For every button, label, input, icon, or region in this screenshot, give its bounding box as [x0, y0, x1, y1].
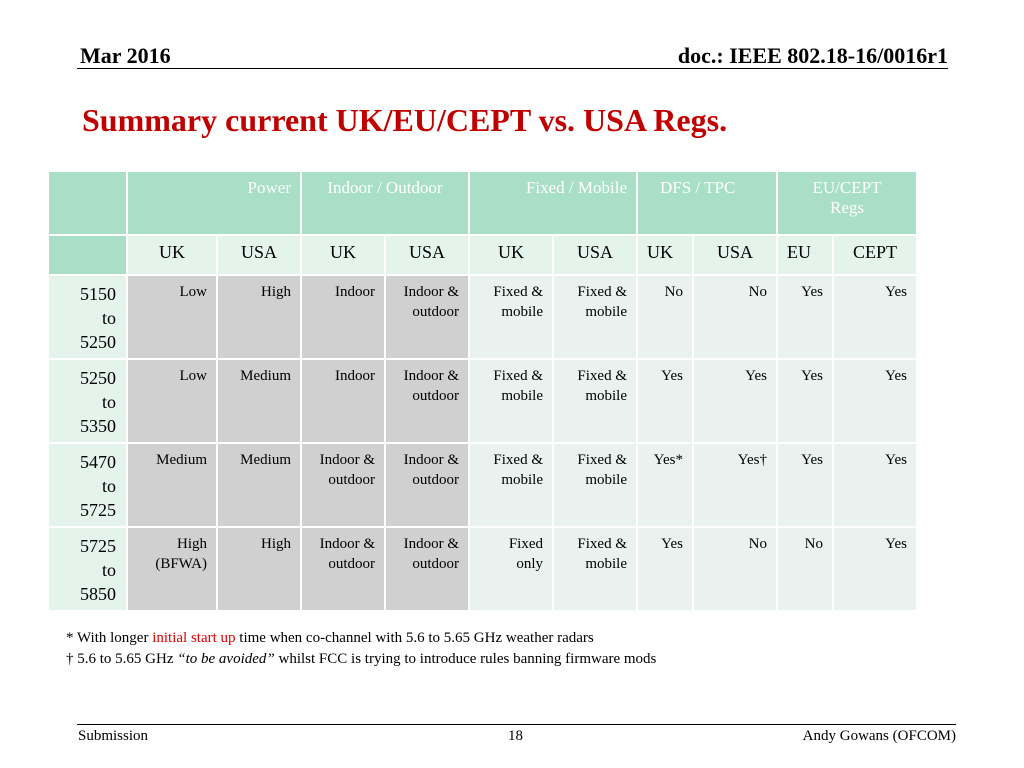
cell-line: No	[748, 284, 767, 300]
band-line: to	[101, 476, 116, 496]
cell-indoor-usa	[385, 443, 469, 527]
cell-line: No	[748, 536, 767, 552]
cell-line: Yes	[885, 536, 907, 552]
cell-line: Yes	[661, 368, 683, 384]
cell-line: mobile	[501, 388, 543, 404]
cell-line: Yes	[885, 452, 907, 468]
cell-fixed-usa	[553, 443, 637, 527]
cell-line: Fixed	[508, 536, 543, 552]
group-header-row	[48, 171, 917, 235]
cell-power-usa	[217, 275, 301, 359]
cell-dfs-uk	[637, 275, 693, 359]
cell-dfs-uk	[637, 527, 693, 611]
cell-power-usa	[217, 359, 301, 443]
footnote-asterisk-rest: time when co-channel with 5.6 to 5.65 GHz weather radars	[235, 630, 594, 646]
band-line: to	[101, 560, 116, 580]
cell-line: Fixed &	[577, 536, 627, 552]
table-row	[48, 527, 917, 611]
cell-line: Fixed &	[493, 368, 543, 384]
cell-line: Medium	[240, 452, 291, 468]
corner-cell-lower	[48, 235, 127, 275]
footer-rule	[77, 724, 956, 725]
cell-line: mobile	[585, 472, 627, 488]
subheader-fixed-usa: USA	[553, 235, 637, 275]
cell-power-uk	[127, 275, 217, 359]
cell-line: outdoor	[328, 556, 375, 572]
cell-fixed-uk	[469, 527, 553, 611]
cell-line: Fixed &	[493, 284, 543, 300]
cell-line: outdoor	[412, 388, 459, 404]
group-header-power: Power	[127, 171, 301, 235]
cell-line: mobile	[585, 304, 627, 320]
group-header-eu-cept	[777, 171, 917, 235]
cell-indoor-usa	[385, 275, 469, 359]
subheader-power-usa: USA	[217, 235, 301, 275]
cell-line: Fixed &	[577, 368, 627, 384]
cell-line: Indoor &	[403, 368, 459, 384]
cell-line: Yes	[885, 284, 907, 300]
cell-line: outdoor	[412, 472, 459, 488]
cell-line: No	[804, 536, 823, 552]
cell-fixed-uk	[469, 275, 553, 359]
cell-line: Fixed &	[577, 452, 627, 468]
band-line: to	[101, 308, 116, 328]
cell-dfs-uk	[637, 359, 693, 443]
cell-line: Indoor &	[319, 536, 375, 552]
cell-indoor-uk	[301, 443, 385, 527]
cell-line: Yes	[801, 452, 823, 468]
eu-cept-line1: EU/CEPT	[812, 178, 882, 197]
table-body	[48, 275, 917, 611]
cell-line: outdoor	[412, 304, 459, 320]
cell-line: outdoor	[328, 472, 375, 488]
cell-eu	[777, 359, 833, 443]
slide-title: Summary current UK/EU/CEPT vs. USA Regs.	[82, 102, 728, 138]
footer-submission: Submission	[78, 728, 149, 744]
cell-power-usa	[217, 443, 301, 527]
cell-line: Indoor &	[403, 452, 459, 468]
cell-eu	[777, 527, 833, 611]
cell-line: High	[177, 536, 207, 552]
subheader-indoor-usa: USA	[385, 235, 469, 275]
cell-line: Yes	[745, 368, 767, 384]
cell-line: High	[261, 284, 291, 300]
cell-power-uk	[127, 359, 217, 443]
cell-indoor-usa	[385, 359, 469, 443]
footnote-highlight: initial start up	[152, 630, 236, 646]
group-header-dfs-tpc: DFS / TPC	[637, 171, 777, 235]
subheader-cept: CEPT	[833, 235, 917, 275]
cell-power-uk	[127, 443, 217, 527]
band-line: 5470	[80, 452, 116, 472]
cell-indoor-uk	[301, 275, 385, 359]
cell-line: only	[516, 556, 543, 572]
cell-line: No	[664, 284, 683, 300]
cell-fixed-usa	[553, 275, 637, 359]
cell-line: Medium	[156, 452, 207, 468]
footnote-dagger-rest: whilst FCC is trying to introduce rules banning firmware mods	[274, 651, 657, 667]
cell-line: Medium	[240, 368, 291, 384]
cell-dfs-uk	[637, 443, 693, 527]
cell-line: Yes	[885, 368, 907, 384]
subheader-dfs-uk: UK	[637, 235, 693, 275]
cell-dfs-usa	[693, 527, 777, 611]
cell-fixed-usa	[553, 359, 637, 443]
band-cell	[48, 443, 127, 527]
band-line: to	[101, 392, 116, 412]
cell-line: Yes	[661, 536, 683, 552]
cell-line: mobile	[501, 304, 543, 320]
cell-power-uk	[127, 527, 217, 611]
subheader-dfs-usa: USA	[693, 235, 777, 275]
corner-cell	[48, 171, 127, 235]
band-line: 5250	[80, 368, 116, 388]
footnote-dagger	[66, 651, 656, 668]
cell-line: Low	[179, 368, 207, 384]
group-header-fixed-mobile: Fixed / Mobile	[469, 171, 637, 235]
cell-line: Yes	[801, 368, 823, 384]
table-row	[48, 275, 917, 359]
cell-line: mobile	[585, 556, 627, 572]
subheader-eu: EU	[777, 235, 833, 275]
subheader-power-uk: UK	[127, 235, 217, 275]
band-line: 5850	[80, 584, 116, 604]
cell-line: Yes*	[653, 452, 683, 468]
subheader-row	[48, 235, 917, 275]
header-date: Mar 2016	[80, 43, 171, 68]
cell-line: Low	[179, 284, 207, 300]
footer-page-number: 18	[508, 728, 523, 744]
footnote-dagger-text: † 5.6 to 5.65 GHz	[66, 651, 178, 667]
cell-line: Indoor &	[319, 452, 375, 468]
cell-dfs-usa	[693, 275, 777, 359]
cell-eu	[777, 443, 833, 527]
header-doc-id: doc.: IEEE 802.18-16/0016r1	[677, 43, 948, 68]
cell-eu	[777, 275, 833, 359]
cell-cept	[833, 527, 917, 611]
cell-cept	[833, 443, 917, 527]
cell-line: Fixed &	[493, 452, 543, 468]
band-cell	[48, 359, 127, 443]
cell-fixed-usa	[553, 527, 637, 611]
band-line: 5150	[80, 284, 116, 304]
cell-line: High	[261, 536, 291, 552]
cell-line: (BFWA)	[155, 556, 207, 572]
regulations-table-wrapper	[47, 170, 918, 612]
group-header-indoor-outdoor: Indoor / Outdoor	[301, 171, 469, 235]
cell-dfs-usa	[693, 359, 777, 443]
band-line: 5725	[80, 500, 116, 520]
footer-author: Andy Gowans (OFCOM)	[802, 728, 956, 744]
band-line: 5725	[80, 536, 116, 556]
header-rule	[77, 68, 948, 69]
cell-indoor-uk	[301, 359, 385, 443]
cell-dfs-usa	[693, 443, 777, 527]
cell-line: Indoor	[335, 284, 375, 300]
footnote-asterisk-text: * With longer	[66, 630, 153, 646]
band-cell	[48, 527, 127, 611]
cell-line: mobile	[585, 388, 627, 404]
band-line: 5350	[80, 416, 116, 436]
table-row	[48, 443, 917, 527]
band-cell	[48, 275, 127, 359]
table-row	[48, 359, 917, 443]
cell-line: Indoor &	[403, 284, 459, 300]
cell-fixed-uk	[469, 443, 553, 527]
cell-cept	[833, 359, 917, 443]
cell-line: Indoor	[335, 368, 375, 384]
cell-fixed-uk	[469, 359, 553, 443]
cell-power-usa	[217, 527, 301, 611]
cell-line: Indoor &	[403, 536, 459, 552]
cell-indoor-usa	[385, 527, 469, 611]
cell-line: Yes†	[737, 452, 767, 468]
cell-line: Yes	[801, 284, 823, 300]
cell-line: mobile	[501, 472, 543, 488]
cell-indoor-uk	[301, 527, 385, 611]
subheader-fixed-uk: UK	[469, 235, 553, 275]
footnote-italic: “to be avoided”	[177, 651, 275, 667]
band-line: 5250	[80, 332, 116, 352]
footnote-asterisk	[66, 630, 594, 647]
eu-cept-line2: Regs	[830, 198, 864, 217]
cell-line: Fixed &	[577, 284, 627, 300]
regulations-table	[47, 170, 918, 612]
subheader-indoor-uk: UK	[301, 235, 385, 275]
cell-line: outdoor	[412, 556, 459, 572]
cell-cept	[833, 275, 917, 359]
